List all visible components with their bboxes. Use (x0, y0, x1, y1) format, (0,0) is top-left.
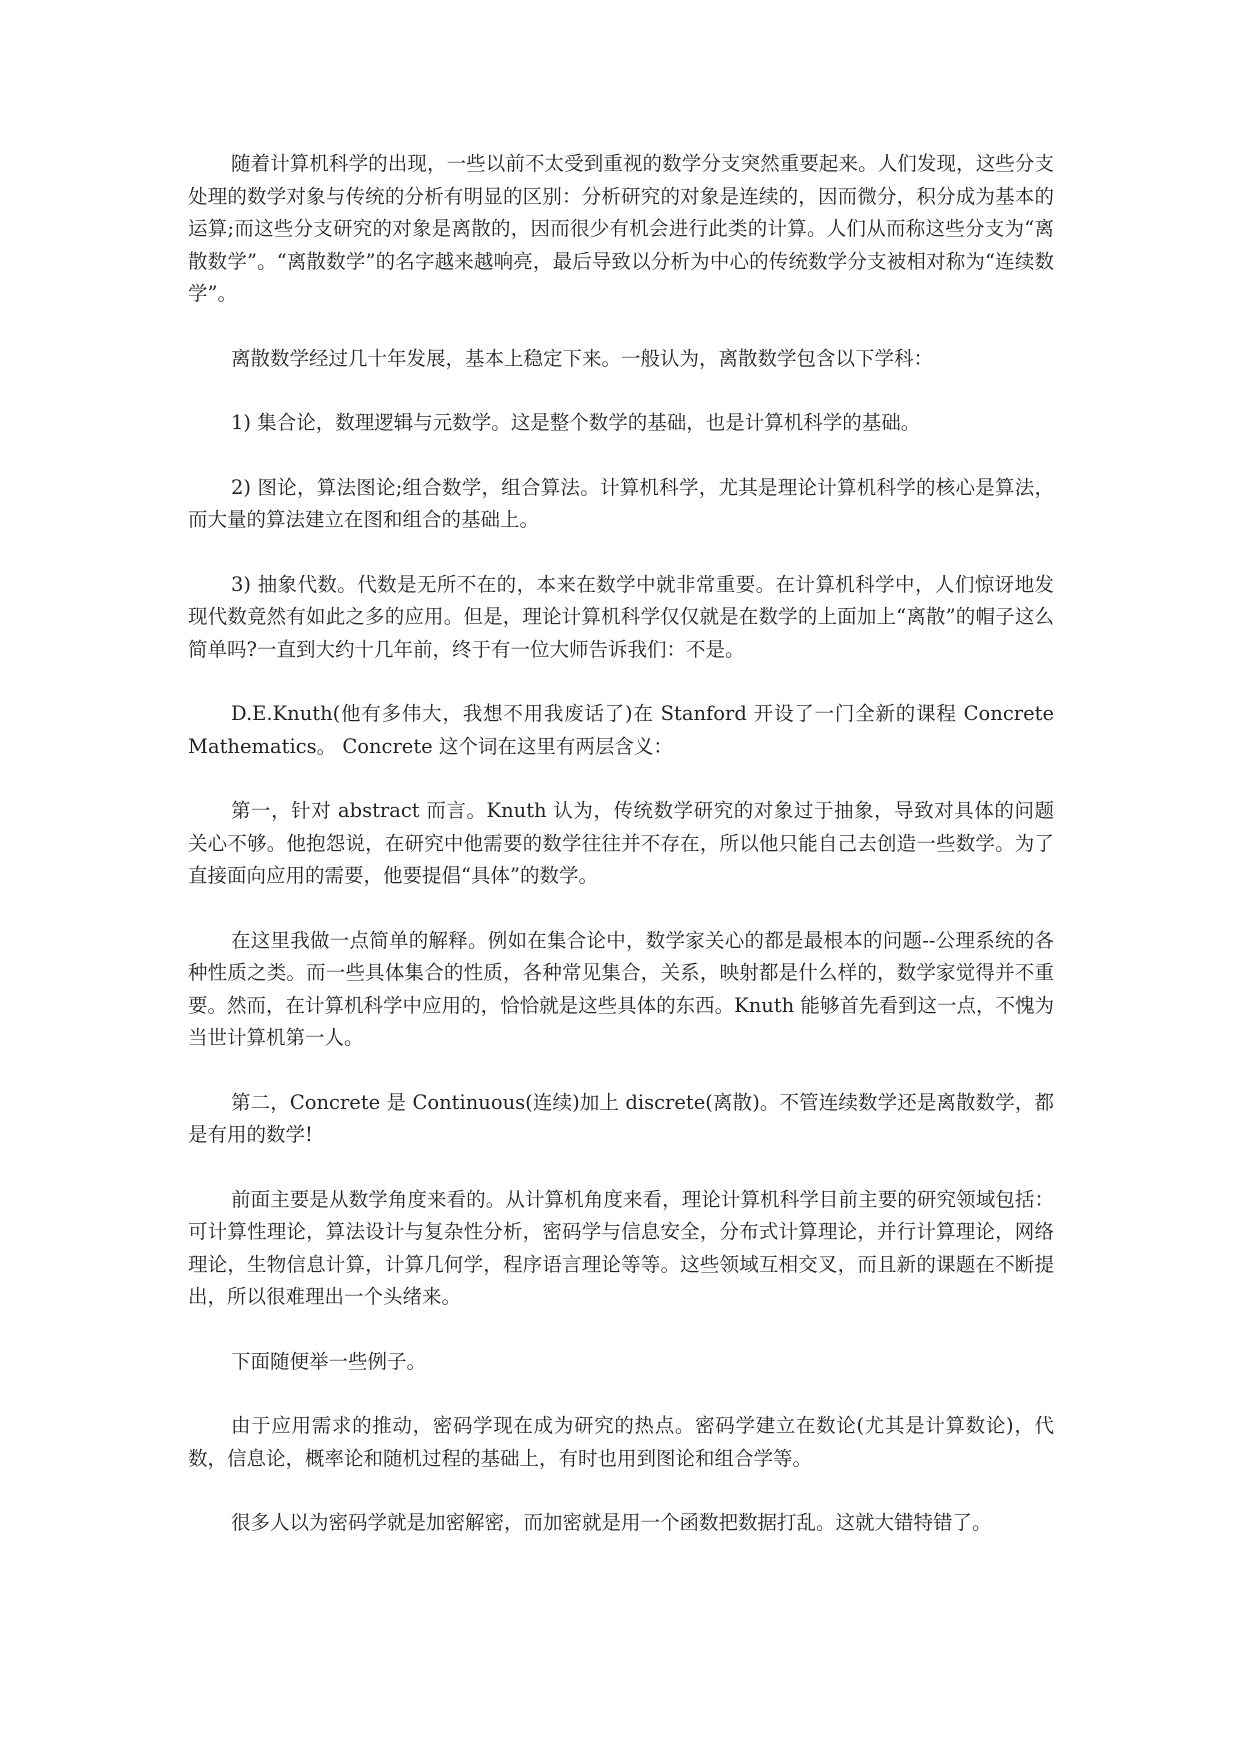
paragraph-second-meaning: 第二，Concrete 是 Continuous(连续)加上 discrete(离散)。不管连续数学还是离散数学，都是有用的数学! (188, 1090, 1054, 1146)
paragraph-cryptography-misconception: 很多人以为密码学就是加密解密，而加密就是用一个函数把数据打乱。这就大错特错了。 (231, 1511, 992, 1534)
paragraph-discrete-math-origin: 随着计算机科学的出现，一些以前不太受到重视的数学分支突然重要起来。人们发现，这些分支处理的数学对象与传统的分析有明显的区别：分析研究的对象是连续的，因而微分，积分成为基本的运算;而这些分支研究的对象是离散的，因而很少有机会进行此类的计算。人们从而称这些分支为“离散数学”。“离散数学”的名字越来越响亮，最后导致以分析为中心的传统数学分支被相对称为“连续数学”。 (188, 152, 1054, 305)
paragraph-research-areas: 前面主要是从数学角度来看的。从计算机角度来看，理论计算机科学目前主要的研究领域包括：可计算性理论，算法设计与复杂性分析，密码学与信息安全，分布式计算理论，并行计算理论，网络理论，生物信息计算，计算几何学，程序语言理论等等。这些领域互相交叉，而且新的课题在不断提出，所以很难理出一个头绪来。 (188, 1187, 1054, 1308)
list-item-set-theory: 1) 集合论，数理逻辑与元数学。这是整个数学的基础，也是计算机科学的基础。 (231, 411, 921, 434)
list-item-abstract-algebra: 3) 抽象代数。代数是无所不在的，本来在数学中就非常重要。在计算机科学中，人们惊讶地发现代数竟然有如此之多的应用。但是，理论计算机科学仅仅就是在数学的上面加上“离散”的帽子这么简单吗?一直到大约十几年前，终于有一位大师告诉我们：不是。 (188, 572, 1054, 661)
paragraph-first-meaning: 第一，针对 abstract 而言。Knuth 认为，传统数学研究的对象过于抽象，导致对具体的问题关心不够。他抱怨说，在研究中他需要的数学往往并不存在，所以他只能自己去创造一些数学。为了直接面向应用的需要，他要提倡“具体”的数学。 (188, 799, 1054, 887)
paragraph-knuth-concrete-mathematics: D.E.Knuth(他有多伟大，我想不用我废话了)在 Stanford 开设了一门全新的课程 Concrete Mathematics。 Concrete 这个词在这里有两层含义： (188, 702, 1054, 758)
paragraph-explanation: 在这里我做一点简单的解释。例如在集合论中，数学家关心的都是最根本的问题--公理系统的各种性质之类。而一些具体集合的性质，各种常见集合，关系，映射都是什么样的，数学家觉得并不重要。然而，在计算机科学中应用的，恰恰就是这些具体的东西。Knuth 能够首先看到这一点，不愧为当世计算机第一人。 (188, 928, 1054, 1049)
paragraph-cryptography: 由于应用需求的推动，密码学现在成为研究的热点。密码学建立在数论(尤其是计算数论)，代数，信息论，概率论和随机过程的基础上，有时也用到图论和组合学等。 (188, 1414, 1054, 1470)
paragraph-discrete-math-subjects: 离散数学经过几十年发展，基本上稳定下来。一般认为，离散数学包含以下学科： (231, 346, 934, 370)
list-item-graph-theory: 2) 图论，算法图论;组合数学，组合算法。计算机科学，尤其是理论计算机科学的核心是算法，而大量的算法建立在图和组合的基础上。 (188, 475, 1054, 531)
paragraph-examples-intro: 下面随便举一些例子。 (231, 1349, 427, 1373)
document-body (188, 148, 1054, 1540)
